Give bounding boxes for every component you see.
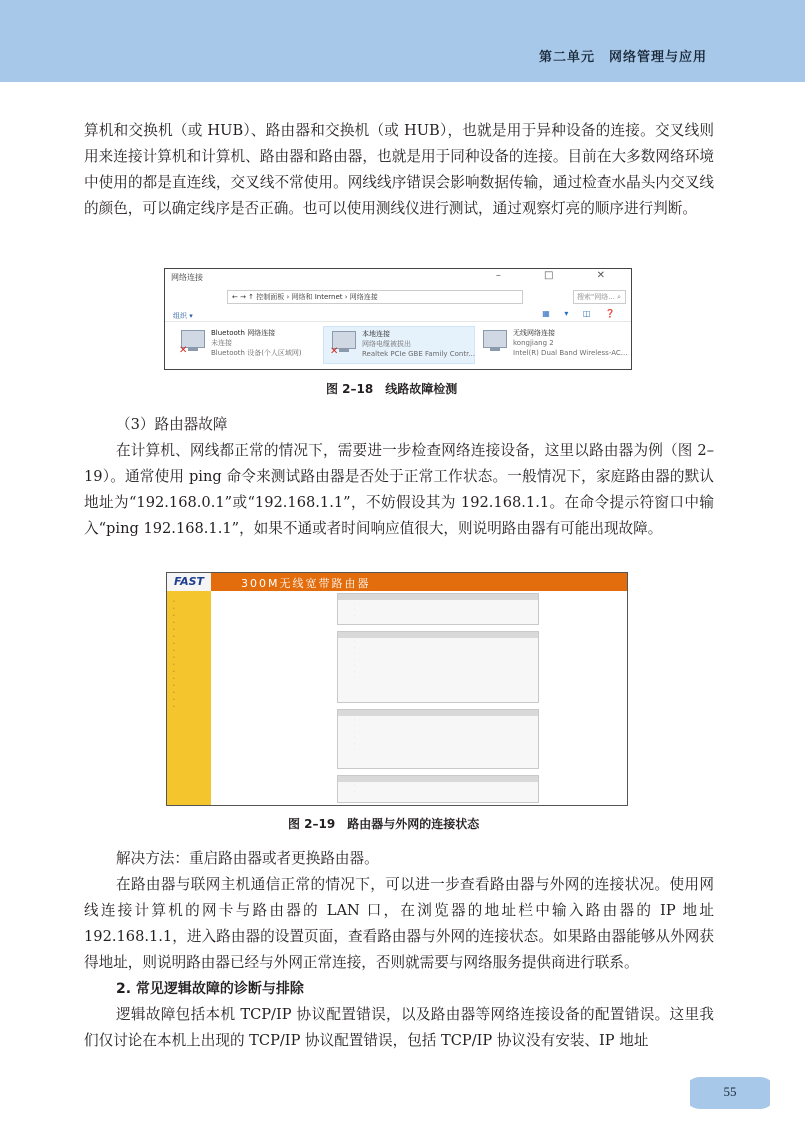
lan-status-panel: · · ·: [337, 593, 539, 625]
connection-name: 本地连接: [362, 330, 390, 338]
wan-traffic-panel: · ·: [337, 775, 539, 803]
figure-caption-2-18: 图 2–18 线路故障检测: [326, 382, 458, 396]
wireless-status-panel: · · · · · · ·: [337, 631, 539, 703]
wireless-network-icon: [483, 330, 507, 348]
router-header: [167, 573, 627, 591]
disconnected-icon: ✕: [179, 345, 188, 356]
running-header-title: 第二单元 网络管理与应用: [538, 50, 707, 65]
page-number: 55: [723, 1084, 737, 1099]
connection-bluetooth: [173, 326, 323, 362]
figure-caption-2-19: 图 2–19 路由器与外网的连接状态: [288, 817, 480, 831]
connection-name: 无线网络连接: [513, 329, 555, 337]
organize-menu: 组织 ▾: [173, 312, 193, 320]
view-options-icon: ▦ ▾ ◫ ❓: [542, 309, 621, 318]
router-status-screenshot: [166, 572, 628, 806]
paragraph-solution: 解决方法：重启路由器或者更换路由器。: [116, 850, 379, 867]
connection-status: kongjiang 2: [513, 339, 554, 347]
search-input: 搜索"网络... ⌕: [573, 290, 626, 304]
connection-device: Bluetooth 设备(个人区域网): [211, 349, 302, 357]
router-sidebar-menu: • • • • • • • • • • • • • • • •: [167, 591, 211, 805]
connection-wireless: [475, 326, 628, 362]
wan-status-panel: · · · · · ·: [337, 709, 539, 769]
paragraph-logical-faults: 逻辑故障包括本机 TCP/IP 协议配置错误，以及路由器等网络连接设备的配置错误。这里我们仅讨论在本机上出现的 TCP/IP 协议配置错误，包括 TCP/IP 协议没有安装、IP 地址: [84, 1006, 714, 1049]
paragraph-cable-types: 算机和交换机（或 HUB）、路由器和交换机（或 HUB），也就是用于异种设备的连接。交叉线则用来连接计算机和计算机、路由器和路由器，也就是用于同种设备的连接。目前在大多数网络环境中使用的都是直连线，交叉线不常使用。网线线序错误会影响数据传输，通过检查水晶头内交叉线的颜色，可以确定线序是否正确。也可以使用测线仪进行测试，通过观察灯亮的顺序进行判断。: [84, 122, 714, 217]
connection-status: 网络电缆被拔出: [362, 340, 411, 348]
router-status-panels: [211, 591, 627, 805]
paragraph-router-fault: 在计算机、网线都正常的情况下，需要进一步检查网络连接设备，这里以路由器为例（图 2–19）。通常使用 ping 命令来测试路由器是否处于正常工作状态。一般情况下，家庭路由器的默认地址为“192.168.0.1”或“192.168.1.1”，不妨假设其为 192.168.1.1。在命令提示符窗口中输入“ping 192.168.1.1”，如果不通或者时间响应值很大，则说明路由器有可能出现故障。: [84, 442, 714, 537]
connection-device: Intel(R) Dual Band Wireless-AC...: [513, 349, 628, 357]
router-title: 300M无线宽带路由器: [241, 577, 371, 590]
header-band: [0, 0, 805, 82]
window-title: 网络连接: [171, 273, 203, 282]
network-connections-window: [164, 268, 632, 370]
connection-local: [323, 326, 475, 364]
breadcrumb: ← → ↑ 控制面板 › 网络和 Internet › 网络连接: [227, 290, 523, 304]
window-controls: – □ ✕: [495, 270, 625, 281]
toolbar-divider: [165, 321, 631, 322]
connection-device: Realtek PCIe GBE Family Contr...: [362, 350, 476, 358]
connection-status: 未连接: [211, 339, 232, 347]
address-bar: [171, 290, 625, 304]
section-heading-logical-faults: 2. 常见逻辑故障的诊断与排除: [116, 981, 304, 997]
disconnected-icon: ✕: [330, 346, 339, 357]
section-heading-router-fault: （3）路由器故障: [116, 416, 228, 433]
paragraph-wan-check: 在路由器与联网主机通信正常的情况下，可以进一步查看路由器与外网的连接状况。使用网线连接计算机的网卡与路由器的 LAN 口，在浏览器的地址栏中输入路由器的 IP 地址 192.168.1.1，进入路由器的设置页面，查看路由器与外网的连接状态。如果路由器能够从外网获得地址，则说明路由器已经与外网正常连接，否则就需要与网络服务提供商进行联系。: [84, 876, 714, 971]
connection-name: Bluetooth 网络连接: [211, 329, 276, 337]
fast-logo: FAST: [167, 573, 211, 591]
